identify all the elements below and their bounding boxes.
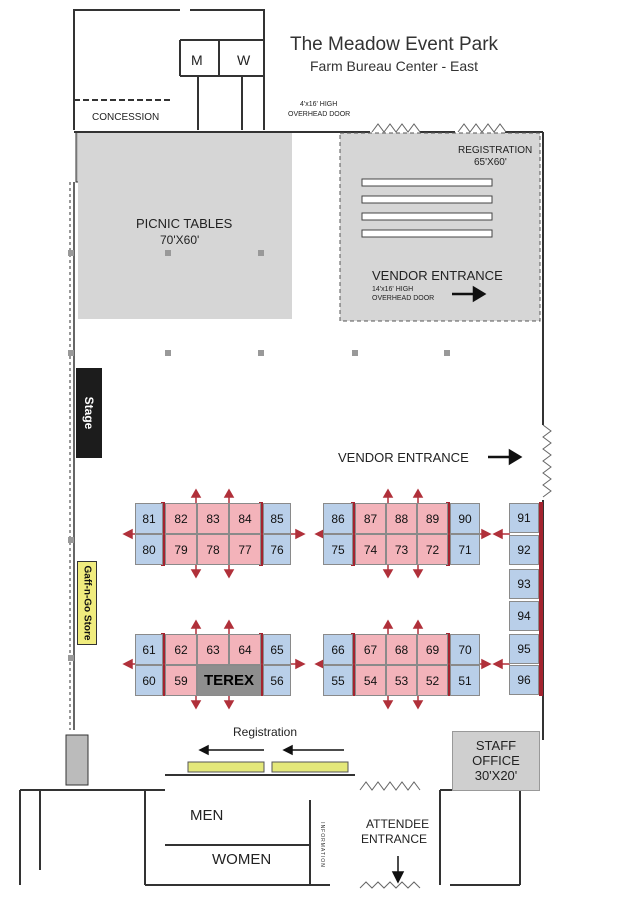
booth[interactable]: 94 <box>509 601 539 631</box>
booth[interactable]: 89 <box>417 503 448 534</box>
attendee-entrance-line1: ATTENDEE <box>366 817 430 831</box>
staff-office-line3: 30'X20' <box>474 768 518 783</box>
staff-office <box>452 731 540 791</box>
overhead-door-note-line1: 4'x16' HIGH <box>300 101 338 108</box>
booth[interactable]: 72 <box>417 534 448 565</box>
picnic-tables-size: 70'X60' <box>160 233 200 247</box>
store <box>77 561 97 645</box>
booth[interactable]: 63 <box>197 634 229 665</box>
booth[interactable]: 61 <box>135 634 163 665</box>
womens-restroom-bottom-label: WOMEN <box>212 851 272 868</box>
booth[interactable]: 62 <box>165 634 197 665</box>
page-subtitle: Farm Bureau Center - East <box>310 58 479 74</box>
booth[interactable]: 55 <box>323 665 353 696</box>
womens-restroom-label: W <box>237 52 251 68</box>
stage <box>76 368 102 458</box>
booth[interactable]: 76 <box>263 534 291 565</box>
booth[interactable]: 66 <box>323 634 353 665</box>
vendor-entrance-side-label: VENDOR ENTRANCE <box>338 450 469 465</box>
booth[interactable]: 83 <box>197 503 229 534</box>
booth[interactable]: 65 <box>263 634 291 665</box>
vendor-door-note-line1: 14'x16' HIGH <box>372 286 414 293</box>
booth[interactable]: 80 <box>135 534 163 565</box>
stage-label: Stage <box>82 396 96 430</box>
booth[interactable]: 92 <box>509 535 539 565</box>
booth[interactable]: 86 <box>323 503 353 534</box>
information-desk <box>312 812 332 878</box>
vendor-door-note-line2: OVERHEAD DOOR <box>372 295 435 302</box>
picnic-tables-label: PICNIC TABLES <box>136 216 233 231</box>
registration-area-size: 65'X60' <box>474 157 507 168</box>
booth[interactable]: 59 <box>165 665 197 696</box>
registration-label: Registration <box>233 725 298 739</box>
booth[interactable]: 79 <box>165 534 197 565</box>
booth[interactable]: 87 <box>355 503 386 534</box>
staff-office-line2: OFFICE <box>472 753 520 768</box>
booth[interactable]: 69 <box>417 634 448 665</box>
booth[interactable]: 54 <box>355 665 386 696</box>
booth[interactable]: 68 <box>386 634 417 665</box>
registration-area-label: REGISTRATION <box>458 145 533 156</box>
store-label: Gaff-n-Go Store <box>81 565 93 641</box>
booth[interactable]: 88 <box>386 503 417 534</box>
booth[interactable]: 73 <box>386 534 417 565</box>
booth[interactable]: 95 <box>509 634 539 664</box>
booth[interactable]: 52 <box>417 665 448 696</box>
booth[interactable]: 75 <box>323 534 353 565</box>
mens-restroom-label: M <box>191 52 203 68</box>
booth[interactable]: 77 <box>229 534 261 565</box>
booth[interactable]: 56 <box>263 665 291 696</box>
booth[interactable]: 91 <box>509 503 539 533</box>
booth[interactable]: 93 <box>509 569 539 599</box>
booth[interactable]: 70 <box>450 634 480 665</box>
attendee-entrance-line2: ENTRANCE <box>361 832 428 846</box>
terex-booth[interactable]: TEREX <box>197 665 261 696</box>
overhead-door-note-line2: OVERHEAD DOOR <box>288 111 351 118</box>
booth[interactable]: 82 <box>165 503 197 534</box>
page-title: The Meadow Event Park <box>290 34 499 55</box>
booth[interactable]: 85 <box>263 503 291 534</box>
booth[interactable]: 78 <box>197 534 229 565</box>
booth[interactable]: 81 <box>135 503 163 534</box>
booth[interactable]: 67 <box>355 634 386 665</box>
booth[interactable]: 53 <box>386 665 417 696</box>
vendor-entrance-upper-label: VENDOR ENTRANCE <box>372 268 503 283</box>
mens-restroom-bottom-label: MEN <box>190 807 224 824</box>
information-label: INFORMATION <box>319 822 325 868</box>
booth[interactable]: 74 <box>355 534 386 565</box>
booth[interactable]: 51 <box>450 665 480 696</box>
booth[interactable]: 60 <box>135 665 163 696</box>
concession-label: CONCESSION <box>92 112 160 123</box>
booth[interactable]: 96 <box>509 665 539 695</box>
booth[interactable]: 90 <box>450 503 480 534</box>
booth[interactable]: 64 <box>229 634 261 665</box>
booth[interactable]: 84 <box>229 503 261 534</box>
booth[interactable]: 71 <box>450 534 480 565</box>
staff-office-line1: STAFF <box>475 738 517 753</box>
registration-vendor-area <box>340 133 540 321</box>
bottom-registration-tables <box>188 762 348 772</box>
